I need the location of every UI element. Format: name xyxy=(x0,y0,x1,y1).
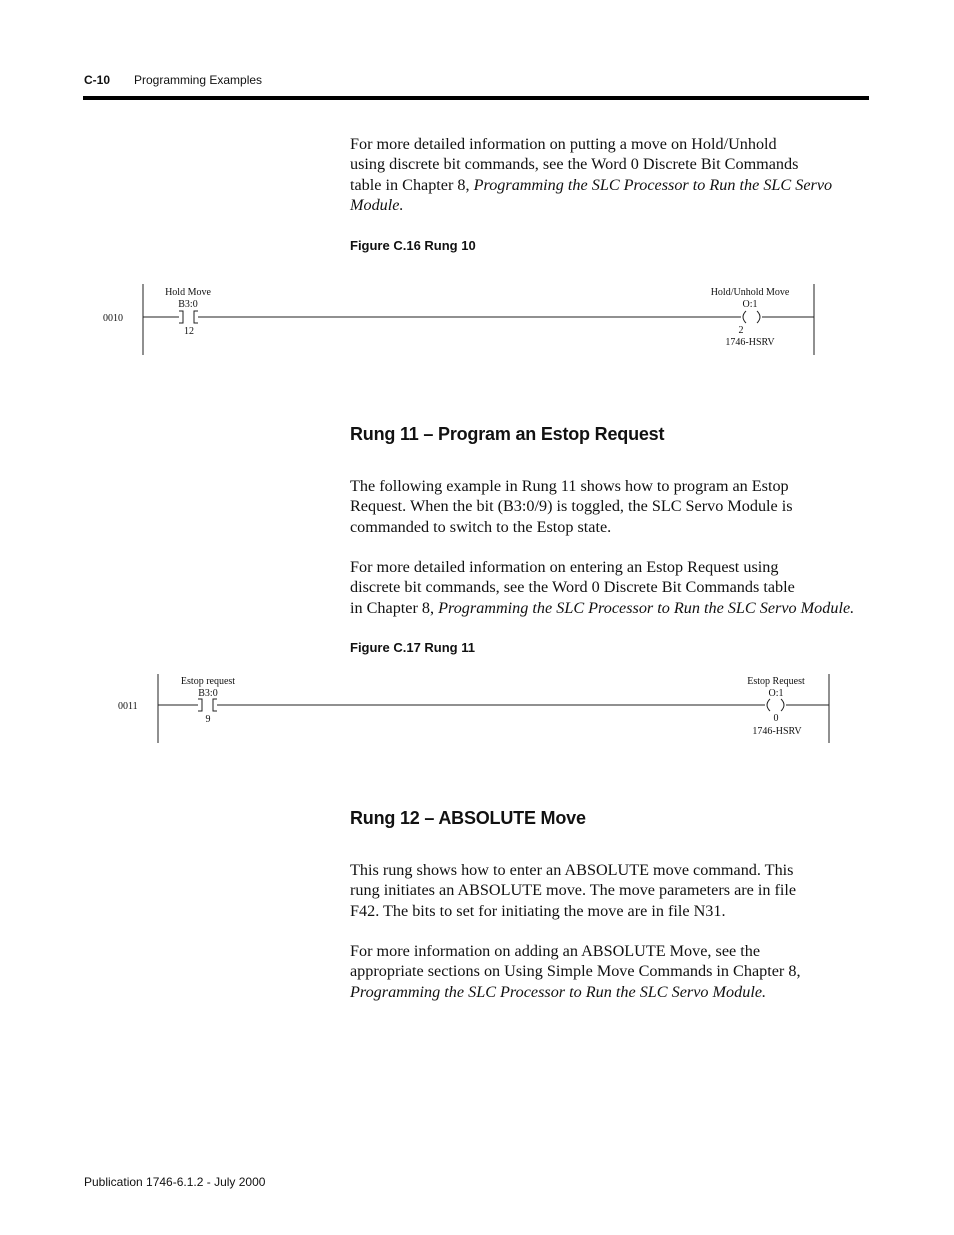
input-address: B3:0 xyxy=(178,299,198,310)
paragraph-line xyxy=(350,982,870,1002)
output-address: O:1 xyxy=(742,299,758,310)
reference-italic: Programming the SLC Processor to Run the SLC Servo Module. xyxy=(350,982,767,1001)
intro-line-2: using discrete bit commands, see the Word 0 Discrete Bit Commands xyxy=(350,155,799,174)
paragraph-line: For more detailed information on entering an Estop Request using xyxy=(350,558,779,576)
input-bit: 12 xyxy=(184,326,194,337)
intro-line-4 xyxy=(350,195,870,215)
page-number: C-10 xyxy=(84,73,111,87)
publication-footer: Publication 1746-6.1.2 - July 2000 xyxy=(84,1175,266,1189)
rung-12-paragraph-1 xyxy=(350,860,870,921)
rung-11-paragraph-1 xyxy=(350,476,870,537)
paragraph-text: in Chapter 8, xyxy=(350,598,439,617)
output-module: 1746-HSRV xyxy=(725,337,775,348)
section-heading-rung-11: Rung 11 – Program an Estop Request xyxy=(350,424,665,444)
rung-number: 0010 xyxy=(103,313,123,324)
figure-c16-caption: Figure C.16 Rung 10 xyxy=(350,238,476,253)
section-heading-rung-12: Rung 12 – ABSOLUTE Move xyxy=(350,808,586,828)
paragraph-line: F42. The bits to set for initiating the move are in file N31. xyxy=(350,901,726,920)
examine-if-closed-contact-icon xyxy=(198,699,217,711)
output-coil-icon xyxy=(743,311,760,323)
input-bit: 9 xyxy=(205,714,211,725)
input-address: B3:0 xyxy=(198,688,218,699)
figure-c17-caption: Figure C.17 Rung 11 xyxy=(350,640,475,655)
reference-italic: Programming the SLC Processor to Run the SLC Servo Module. xyxy=(438,598,855,617)
header-rule xyxy=(83,96,869,100)
input-description: Hold Move xyxy=(165,287,211,298)
intro-reference-italic: Programming the SLC Processor to Run the SLC Servo xyxy=(473,175,833,194)
output-coil-icon xyxy=(767,699,784,711)
intro-line-3 xyxy=(350,175,870,195)
section-title: Programming Examples xyxy=(134,73,263,87)
rung-11-paragraph-2 xyxy=(350,557,870,618)
paragraph-line: rung initiates an ABSOLUTE move. The move parameters are in file xyxy=(350,881,797,900)
output-description: Estop Request xyxy=(747,676,805,687)
paragraph-line: The following example in Rung 11 shows how to program an Estop xyxy=(350,477,789,495)
output-description: Hold/Unhold Move xyxy=(710,287,790,298)
paragraph-line: commanded to switch to the Estop state. xyxy=(350,517,612,536)
page-header xyxy=(84,73,263,87)
output-bit: 0 xyxy=(773,713,779,724)
paragraph-line: This rung shows how to enter an ABSOLUTE move command. This xyxy=(350,861,794,879)
examine-if-closed-contact-icon xyxy=(179,311,198,323)
intro-reference-italic-2: Module. xyxy=(350,195,404,214)
paragraph-line: Request. When the bit (B3:0/9) is toggled, the SLC Servo Module is xyxy=(350,497,793,516)
rung-12-paragraph-2 xyxy=(350,941,870,1002)
input-description: Estop request xyxy=(180,676,236,687)
paragraph-line: appropriate sections on Using Simple Move Commands in Chapter 8, xyxy=(350,962,801,981)
paragraph-line: For more information on adding an ABSOLUTE Move, see the xyxy=(350,942,761,960)
ladder-rung-11 xyxy=(0,668,954,753)
paragraph-line: discrete bit commands, see the Word 0 Discrete Bit Commands table xyxy=(350,578,795,597)
intro-paragraph xyxy=(350,134,870,215)
intro-line-1: For more detailed information on putting a move on Hold/Unhold xyxy=(350,135,777,153)
output-bit: 2 xyxy=(738,325,744,336)
ladder-rung-10 xyxy=(0,280,954,365)
intro-line-3-text: table in Chapter 8, xyxy=(350,175,474,194)
output-module: 1746-HSRV xyxy=(752,726,802,737)
rung-number: 0011 xyxy=(118,701,138,712)
paragraph-line xyxy=(350,598,870,618)
output-address: O:1 xyxy=(768,688,784,699)
